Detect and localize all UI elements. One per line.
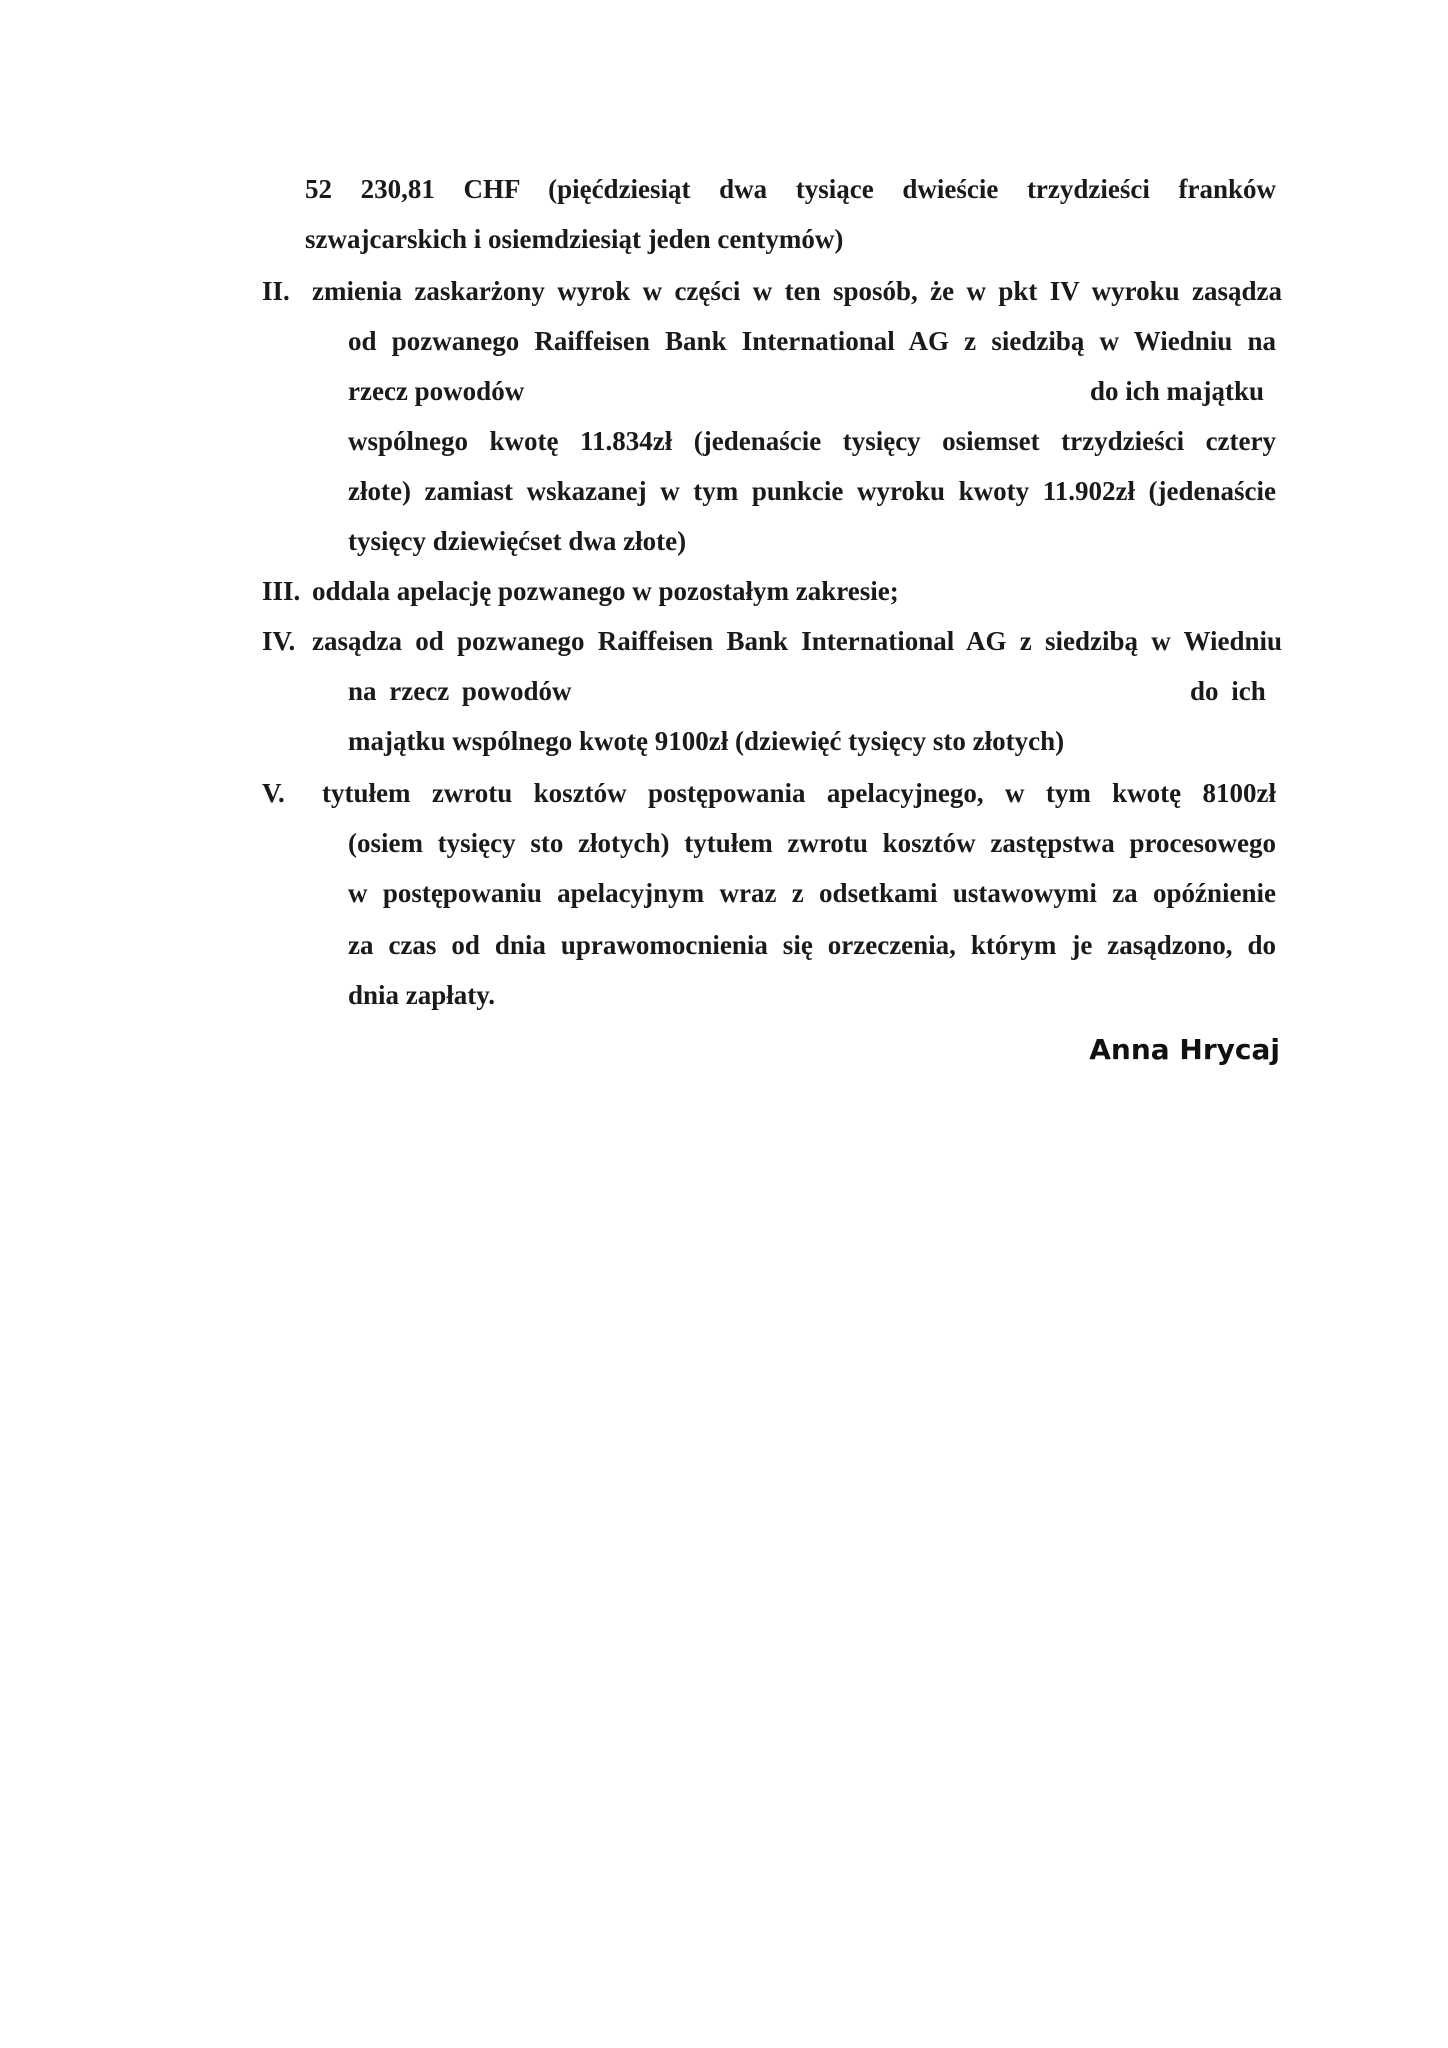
item-v-line-3: w postępowaniu apelacyjnym wraz z odsetkami ustawowymi za opóźnienie [348,878,1276,908]
item-ii-line-5: złote) zamiast wskazanej w tym punkcie wyroku kwoty 11.902zł (jedenaście [348,476,1276,506]
item-ii-line-2: od pozwanego Raiffeisen Bank International AG z siedzibą w Wiedniu na [348,326,1276,356]
intro-line-2: szwajcarskich i osiemdziesiąt jeden centymów) [305,224,844,254]
item-ii-line-1: zmienia zaskarżony wyrok w części w ten sposób, że w pkt IV wyroku zasądza [312,276,1282,306]
item-ii-line-4: wspólnego kwotę 11.834zł (jedenaście tysięcy osiemset trzydzieści cztery [348,426,1276,456]
item-v-line-4: za czas od dnia uprawomocnienia się orzeczenia, którym je zasądzono, do [348,930,1276,960]
item-v-line-5: dnia zapłaty. [348,980,496,1010]
item-iv-line-1: zasądza od pozwanego Raiffeisen Bank International AG z siedzibą w Wiedniu [312,626,1282,656]
item-ii-line-6: tysięcy dziewięćset dwa złote) [348,526,687,556]
item-iv-numeral: IV. [262,626,296,656]
item-iii-line-1: oddala apelację pozwanego w pozostałym zakresie; [312,576,899,606]
item-v-line-2: (osiem tysięcy sto złotych) tytułem zwrotu kosztów zastępstwa procesowego [348,828,1276,858]
item-iv-line-3: majątku wspólnego kwotę 9100zł (dziewięć tysięcy sto złotych) [348,726,1065,756]
item-iv-line-2b: do ich [1190,676,1266,706]
item-v-line-1: tytułem zwrotu kosztów postępowania apelacyjnego, w tym kwotę 8100zł [322,778,1276,808]
item-iii-numeral: III. [262,576,301,606]
signature-name: Anna Hrycaj [1089,1033,1280,1066]
item-v-numeral: V. [262,778,285,808]
intro-line-1: 52 230,81 CHF (pięćdziesiąt dwa tysiące dwieście trzydzieści franków [305,174,1276,204]
item-ii-line-3b: do ich majątku [1090,376,1265,406]
item-ii-numeral: II. [262,276,290,306]
item-iv-line-2a: na rzecz powodów [348,676,572,706]
item-ii-line-3a: rzecz powodów [348,376,525,406]
